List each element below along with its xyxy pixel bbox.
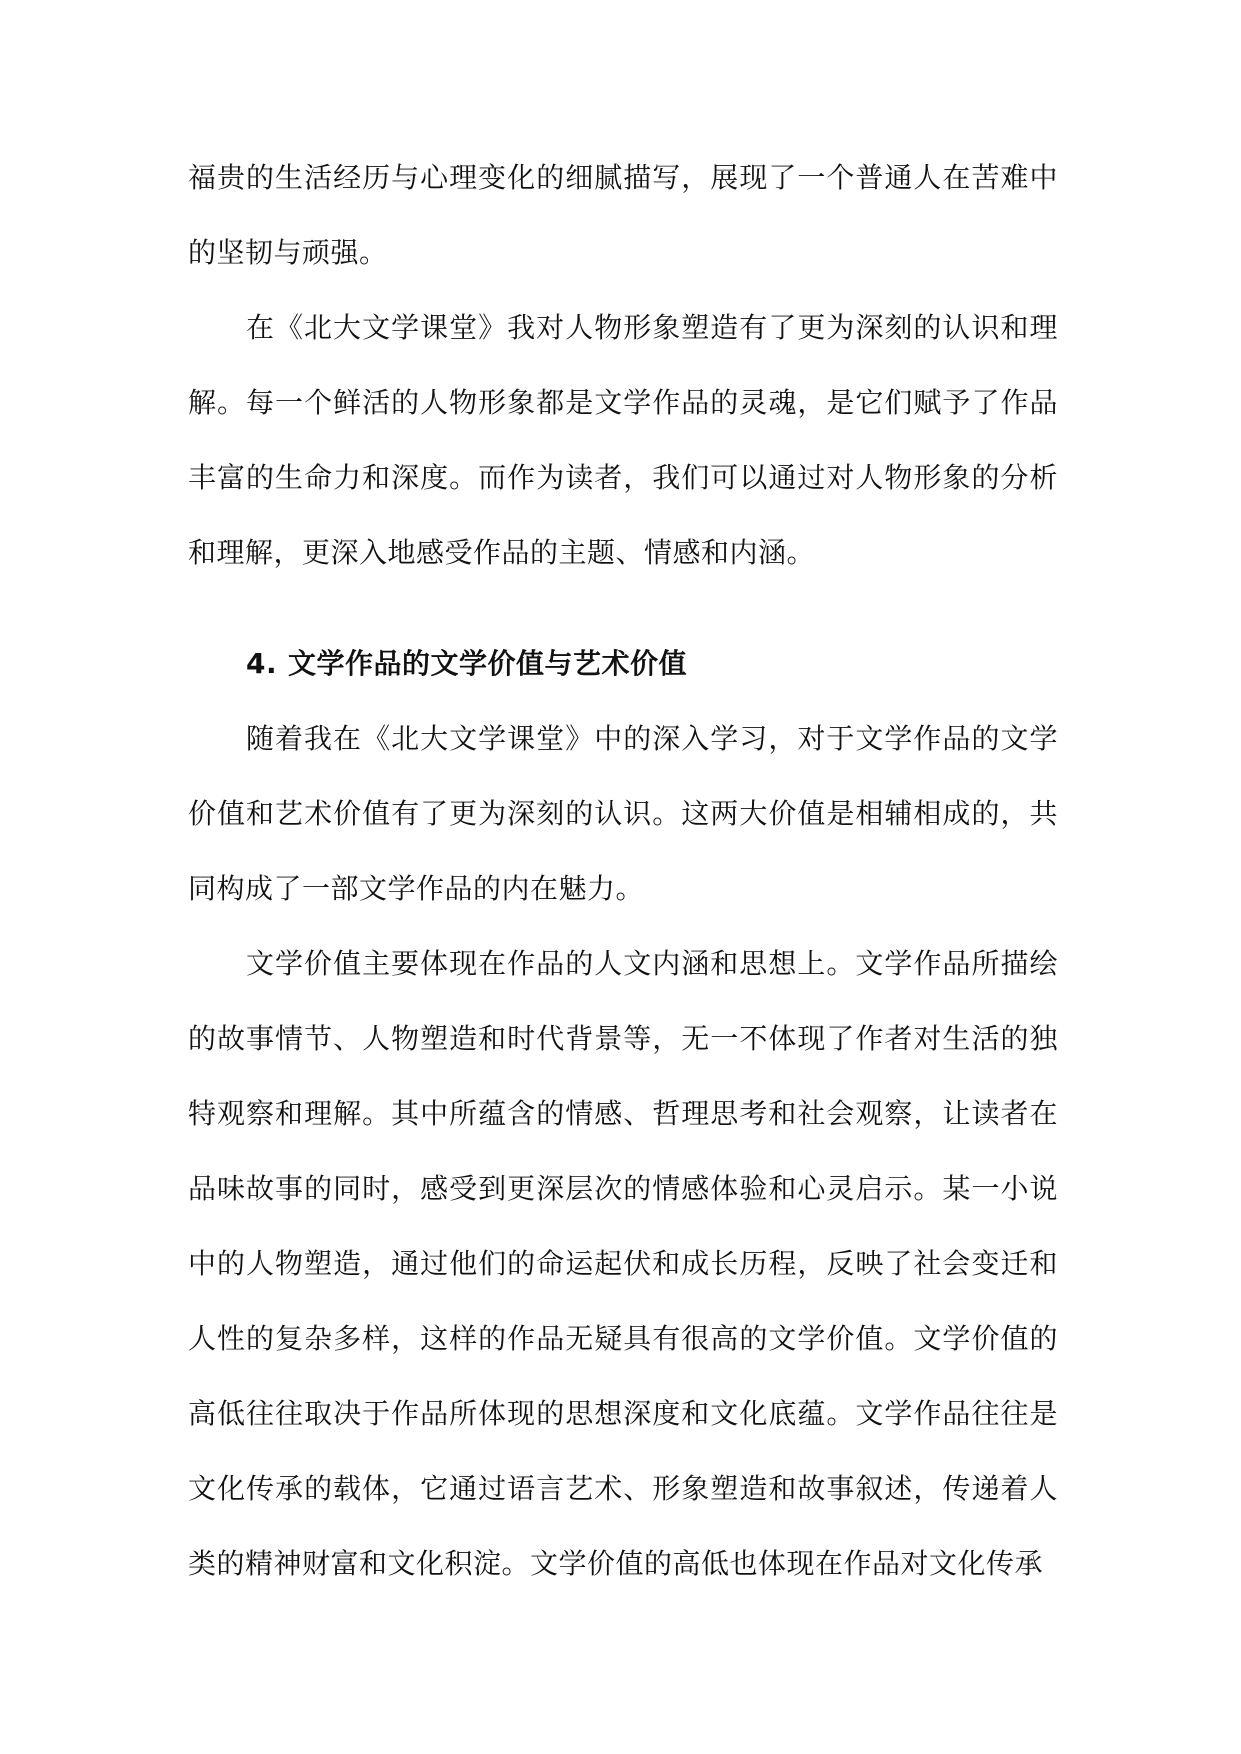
paragraph-intro-values: 随着我在《北大文学课堂》中的深入学习，对于文学作品的文学价值和艺术价值有了更为深刻的认识。这两大价值是相辅相成的，共同构成了一部文学作品的内在魅力。 bbox=[188, 722, 1058, 905]
section-title: 文学作品的文学价值与艺术价值 bbox=[288, 647, 688, 680]
paragraph-character-portrayal: 在《北大文学课堂》我对人物形象塑造有了更为深刻的认识和理解。每一个鲜活的人物形象都是文学作品的灵魂，是它们赋予了作品丰富的生命力和深度。而作为读者，我们可以通过对人物形象的分析和理解，更深入地感受作品的主题、情感和内涵。 bbox=[188, 311, 1058, 569]
section-number: 4. bbox=[246, 647, 278, 680]
document-body bbox=[188, 140, 1058, 1601]
paragraph-continuation: 福贵的生活经历与心理变化的细腻描写，展现了一个普通人在苦难中的坚韧与顽强。 bbox=[188, 161, 1058, 269]
section-heading bbox=[188, 626, 1058, 701]
paragraph-literary-value: 文学价值主要体现在作品的人文内涵和思想上。文学作品所描绘的故事情节、人物塑造和时代背景等，无一不体现了作者对生活的独特观察和理解。其中所蕴含的情感、哲理思考和社会观察，让读者在品味故事的同时，感受到更深层次的情感体验和心灵启示。某一小说中的人物塑造，通过他们的命运起伏和成长历程，反映了社会变迁和人性的复杂多样，这样的作品无疑具有很高的文学价值。文学价值的高低往往取决于作品所体现的思想深度和文化底蕴。文学作品往往是文化传承的载体，它通过语言艺术、形象塑造和故事叙述，传递着人类的精神财富和文化积淀。文学价值的高低也体现在作品对文化传承 bbox=[188, 947, 1058, 1580]
